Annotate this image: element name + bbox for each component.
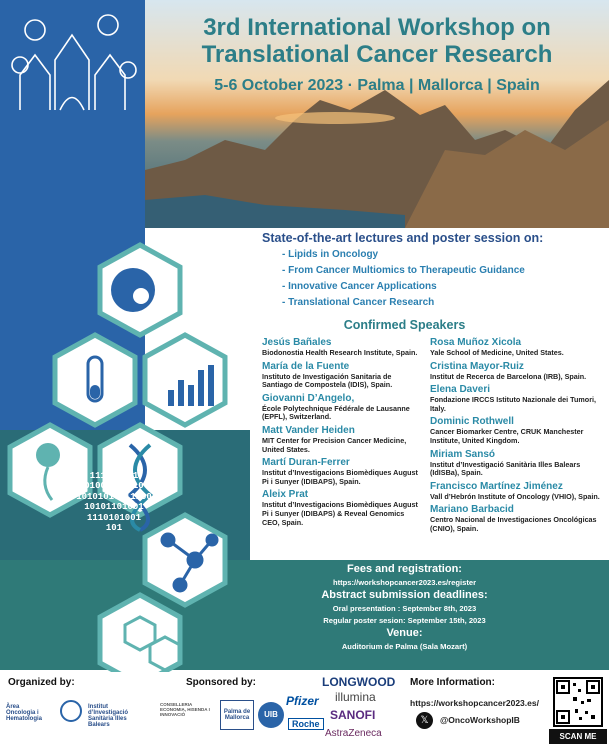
- binary-line: 10101010111100: [76, 491, 152, 502]
- scan-me-label: SCAN ME: [549, 729, 607, 744]
- venue-name: Auditorium de Palma (Sala Mozart): [341, 642, 468, 651]
- binary-line: 110: [105, 460, 123, 470]
- sponsor-longwood: LONGWOOD: [322, 675, 396, 689]
- sponsor-uib-logo: UIB: [258, 702, 284, 728]
- speaker-entry: [262, 457, 422, 486]
- topic-item: - Translational Cancer Research: [282, 297, 435, 308]
- title-line-1: 3rd International Workshop on: [203, 14, 551, 41]
- oral-deadline: Oral presentation : September 8th, 2023: [332, 604, 477, 613]
- speakers-left-column: [262, 337, 422, 530]
- sponsored-by-label: Sponsored by:: [186, 677, 257, 688]
- speaker-institution: Vall d’Hebrón Institute of Oncology (VHIO), Spain.: [430, 491, 600, 501]
- speaker-institution: Instituto de Investigación Sanitaria de Santiago de Compostela (IDIS), Spain.: [262, 371, 393, 390]
- binary-line: 1110101001: [86, 512, 141, 523]
- speaker-entry: [430, 481, 605, 502]
- topic-item: - Lipids in Oncology: [282, 249, 379, 260]
- speaker-name: Mariano Barbacid: [430, 504, 514, 516]
- qr-code[interactable]: [553, 677, 603, 727]
- speakers-heading: Confirmed Speakers: [343, 318, 466, 332]
- speaker-name: Aleix Prat: [262, 489, 309, 501]
- speaker-institution: Institut d’Investigació Sanitària Illes Balears (IdISBa), Spain.: [430, 459, 581, 478]
- footer: [0, 672, 609, 748]
- binary-line: 01001101010: [84, 481, 144, 491]
- dates-location: 5-6 October 2023 · Palma | Mallorca | Spain: [214, 77, 540, 94]
- lectures-heading: State-of-the-art lectures and poster session on:: [262, 231, 544, 245]
- speaker-name: Jesús Bañales: [262, 337, 332, 348]
- topics-list: [262, 249, 602, 308]
- fees-heading: Fees and registration:: [347, 563, 462, 575]
- speaker-name: Elena Daveri: [430, 384, 491, 396]
- workshop-logo: [0, 0, 145, 150]
- page-title: [145, 14, 609, 68]
- sponsor-palma-logo: Palma de Mallorca: [220, 700, 254, 730]
- speaker-name: Giovanni D’Angelo,: [262, 392, 355, 404]
- speaker-institution: Institut d’Investigacions Biomèdiques August Pi i Sunyer (IDIBAPS) & Reveal Genomics CEO, Spain.: [262, 500, 418, 527]
- more-info-label: More Information:: [410, 677, 495, 688]
- idisba-logo-icon: [60, 700, 82, 722]
- sponsor-sanofi: SANOFI: [330, 708, 376, 722]
- register-link[interactable]: https://workshopcancer2023.es/register: [332, 578, 477, 587]
- sponsor-roche: Roche: [288, 718, 324, 730]
- sponsor-conselleria: CONSELLERIA ECONOMIA, HISENDA I INNOVACIÓ: [160, 702, 210, 717]
- speaker-institution: Fondazione IRCCS Istituto Nazionale dei Tumori, Italy.: [430, 395, 596, 413]
- speaker-institution: Yale School of Medicine, United States.: [430, 348, 564, 357]
- speaker-institution: École Polytechnique Fédérale de Lausanne (EPFL), Switzerland.: [262, 403, 410, 422]
- binary-line: 101: [105, 523, 123, 533]
- speaker-name: Matt Vander Heiden: [262, 424, 355, 436]
- speaker-entry: [262, 361, 422, 390]
- organized-by-label: Organized by:: [8, 677, 75, 688]
- speaker-entry: [430, 384, 605, 413]
- topic-item: - From Cancer Multiomics to Therapeutic Guidance: [282, 265, 525, 276]
- speaker-name: María de la Fuente: [262, 360, 350, 372]
- speaker-entry: [262, 489, 422, 527]
- org-logo-idisba: Institut d’Investigació Sanitària Illes Balears: [88, 704, 129, 728]
- speaker-entry: [430, 361, 605, 382]
- speaker-name: Francisco Martínez Jiménez: [430, 480, 563, 492]
- sponsor-pfizer: Pfizer: [286, 694, 319, 708]
- x-handle-link[interactable]: @OncoWorkshopIB: [440, 715, 520, 725]
- sponsor-astrazeneca: AstraZeneca: [325, 728, 382, 739]
- speaker-entry: [430, 449, 605, 478]
- poster-deadline: Regular poster sesion: September 15th, 2023: [323, 616, 486, 625]
- venue-heading: Venue:: [386, 627, 423, 639]
- sponsor-illumina: illumina: [335, 690, 376, 704]
- speaker-institution: Institut de Recerca de Barcelona (IRB), Spain.: [430, 371, 587, 381]
- speaker-name: Rosa Muñoz Xicola: [430, 337, 522, 348]
- org-logo-oncology: Àrea Oncologia i Hematologia: [6, 704, 43, 722]
- x-logo-icon: 𝕏: [416, 712, 433, 729]
- speaker-institution: Biodonostia Health Research Institute, Spain.: [262, 348, 418, 357]
- abstract-heading: Abstract submission deadlines:: [321, 589, 488, 601]
- hex-test-tube-icon: [55, 335, 135, 425]
- title-line-2: Translational Cancer Research: [201, 41, 553, 68]
- speaker-institution: Cancer Biomarker Centre, CRUK Manchester Institute, United Kingdom.: [430, 427, 584, 445]
- topic-item: - Innovative Cancer Applications: [282, 281, 437, 292]
- speaker-institution: Institut d’Investigacions Biomèdiques August Pi i Sunyer (IDIBAPS), Spain.: [262, 468, 418, 486]
- speaker-entry: [430, 337, 605, 358]
- speaker-name: Martí Duran-Ferrer: [262, 457, 350, 469]
- speaker-name: Dominic Rothwell: [430, 416, 514, 428]
- speaker-entry: [430, 416, 605, 445]
- lectures-section: [262, 231, 602, 313]
- registration-info: [250, 561, 559, 651]
- binary-code: [64, 460, 164, 534]
- binary-line: 10101101001: [84, 502, 144, 512]
- speaker-entry: [262, 393, 422, 422]
- speakers-right-column: [430, 337, 605, 537]
- binary-line: 111010101: [89, 470, 139, 481]
- speaker-institution: Centro Nacional de Investigaciones Oncológicas (CNIO), Spain.: [430, 515, 597, 533]
- more-info-link[interactable]: https://workshopcancer2023.es/: [410, 698, 539, 708]
- speaker-institution: MIT Center for Precision Cancer Medicine, United States.: [262, 435, 407, 454]
- speaker-name: Miriam Sansó: [430, 448, 496, 460]
- speaker-name: Cristina Mayor-Ruiz: [430, 360, 524, 372]
- speaker-entry: [430, 504, 605, 533]
- speaker-entry: [262, 337, 422, 358]
- speaker-entry: [262, 425, 422, 454]
